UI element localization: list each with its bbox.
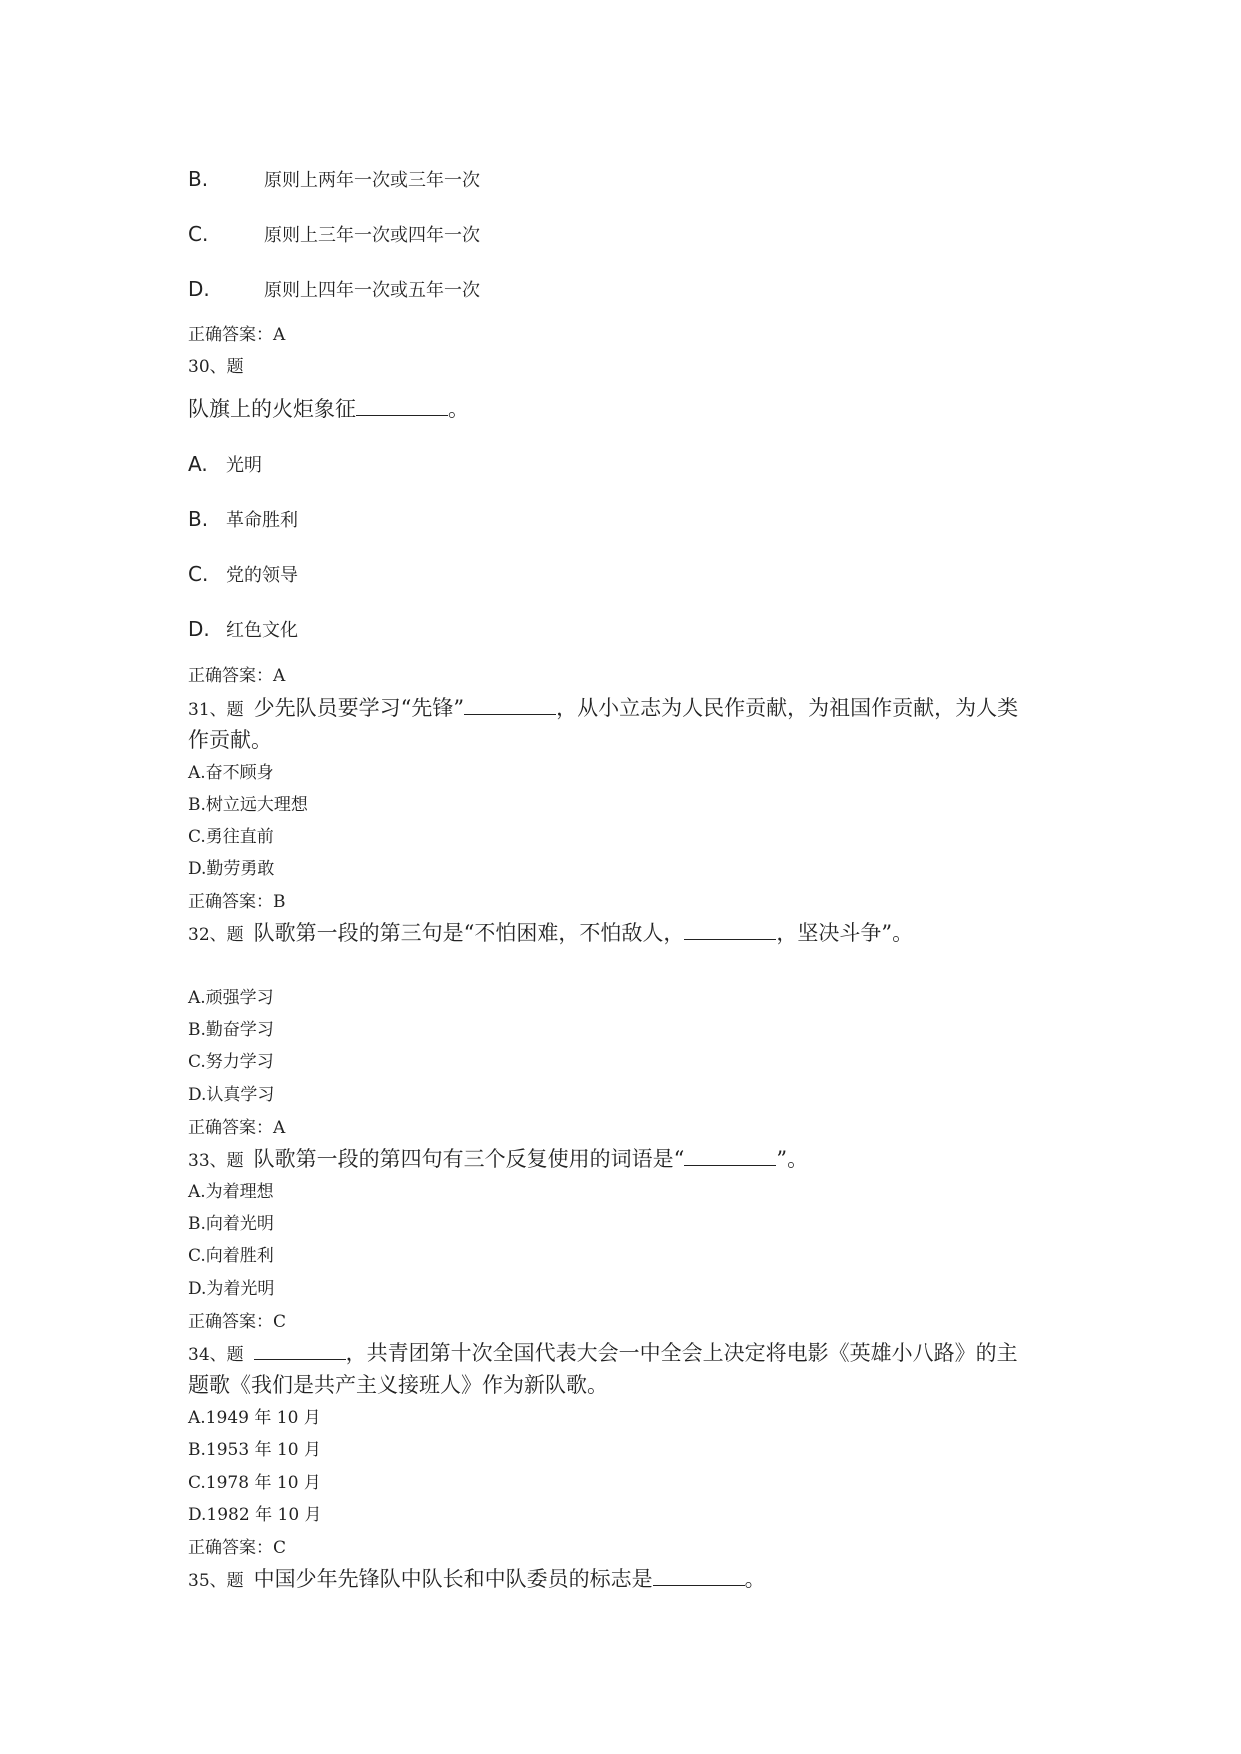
stem-text: ”。 [776, 1147, 809, 1171]
stem-text: 队歌第一段的第三句是“不怕困难，不怕敌人， [253, 921, 685, 945]
stem-text: 队歌第一段的第四句有三个反复使用的词语是“ [253, 1147, 685, 1171]
question-stem [188, 692, 1018, 722]
stem-text: 少先队员要学习“先锋” [253, 696, 465, 720]
option-item: B.1953 年 10 月 [188, 1440, 322, 1460]
option-item: B.勤奋学习 [188, 1020, 274, 1040]
option-row [188, 506, 298, 532]
option-item: D.认真学习 [188, 1085, 275, 1105]
stem-text: 。 [744, 1567, 766, 1591]
option-letter: B. [188, 507, 209, 531]
question-stem [188, 393, 469, 423]
option-row [188, 276, 480, 302]
option-item: C.向着胜利 [188, 1246, 274, 1266]
option-text: 革命胜利 [226, 510, 298, 531]
answer-line: 正确答案：A [188, 666, 286, 686]
option-item: A.1949 年 10 月 [188, 1408, 321, 1428]
question-number: 32、题 [188, 925, 244, 945]
option-item: C.努力学习 [188, 1052, 274, 1072]
question-number: 34、题 [188, 1345, 244, 1365]
question-stem [188, 1143, 808, 1173]
answer-line: 正确答案：B [188, 892, 286, 912]
option-item: D.1982 年 10 月 [188, 1505, 322, 1525]
question-number: 31、题 [188, 700, 244, 720]
question-number: 30、题 [188, 357, 244, 377]
stem-text: ，从小立志为人民作贡献，为祖国作贡献，为人类 [556, 696, 1019, 720]
option-text: 原则上两年一次或三年一次 [264, 170, 480, 191]
option-item: B.树立远大理想 [188, 795, 308, 815]
stem-text: ，坚决斗争”。 [776, 921, 914, 945]
option-text: 原则上三年一次或四年一次 [264, 225, 480, 246]
answer-blank [254, 1341, 346, 1360]
option-letter: C. [188, 562, 209, 586]
option-item: A.奋不顾身 [188, 763, 274, 783]
question-number: 33、题 [188, 1151, 244, 1171]
option-letter: C. [188, 222, 209, 246]
answer-blank [653, 1567, 745, 1586]
option-row [188, 561, 298, 587]
answer-line: 正确答案：C [188, 1538, 287, 1558]
answer-line: 正确答案：A [188, 325, 286, 345]
option-item: C.1978 年 10 月 [188, 1473, 321, 1493]
option-text: 光明 [226, 455, 262, 476]
question-stem [188, 1337, 1018, 1367]
option-letter: D. [188, 277, 210, 301]
question-stem-continued: 题歌《我们是共产主义接班人》作为新队歌。 [188, 1373, 608, 1397]
option-text: 原则上四年一次或五年一次 [264, 280, 480, 301]
option-item: D.为着光明 [188, 1279, 275, 1299]
option-text: 党的领导 [226, 565, 298, 586]
answer-blank [464, 696, 556, 715]
stem-text: 中国少年先锋队中队长和中队委员的标志是 [253, 1567, 653, 1591]
question-stem [188, 1563, 766, 1593]
stem-text: ，共青团第十次全国代表大会一中全会上决定将电影《英雄小八路》的主 [345, 1341, 1018, 1365]
option-letter: D. [188, 617, 210, 641]
answer-blank [684, 1147, 776, 1166]
question-number: 35、题 [188, 1571, 244, 1591]
option-letter: A. [188, 452, 208, 476]
option-item: A.顽强学习 [188, 988, 274, 1008]
option-item: D.勤劳勇敢 [188, 859, 275, 879]
answer-blank [684, 921, 776, 940]
option-item: A.为着理想 [188, 1182, 274, 1202]
option-letter: B. [188, 167, 209, 191]
stem-text: 。 [448, 397, 469, 421]
stem-text: 队旗上的火炬象征 [188, 397, 356, 421]
option-row [188, 166, 480, 192]
answer-blank [356, 397, 448, 416]
answer-line: 正确答案：A [188, 1118, 286, 1138]
question-stem [188, 917, 913, 947]
option-row [188, 221, 480, 247]
question-stem-continued: 作贡献。 [188, 728, 272, 752]
option-text: 红色文化 [226, 620, 298, 641]
option-row [188, 616, 298, 642]
option-row [188, 451, 262, 477]
option-item: B.向着光明 [188, 1214, 274, 1234]
answer-line: 正确答案：C [188, 1312, 287, 1332]
option-item: C.勇往直前 [188, 827, 274, 847]
